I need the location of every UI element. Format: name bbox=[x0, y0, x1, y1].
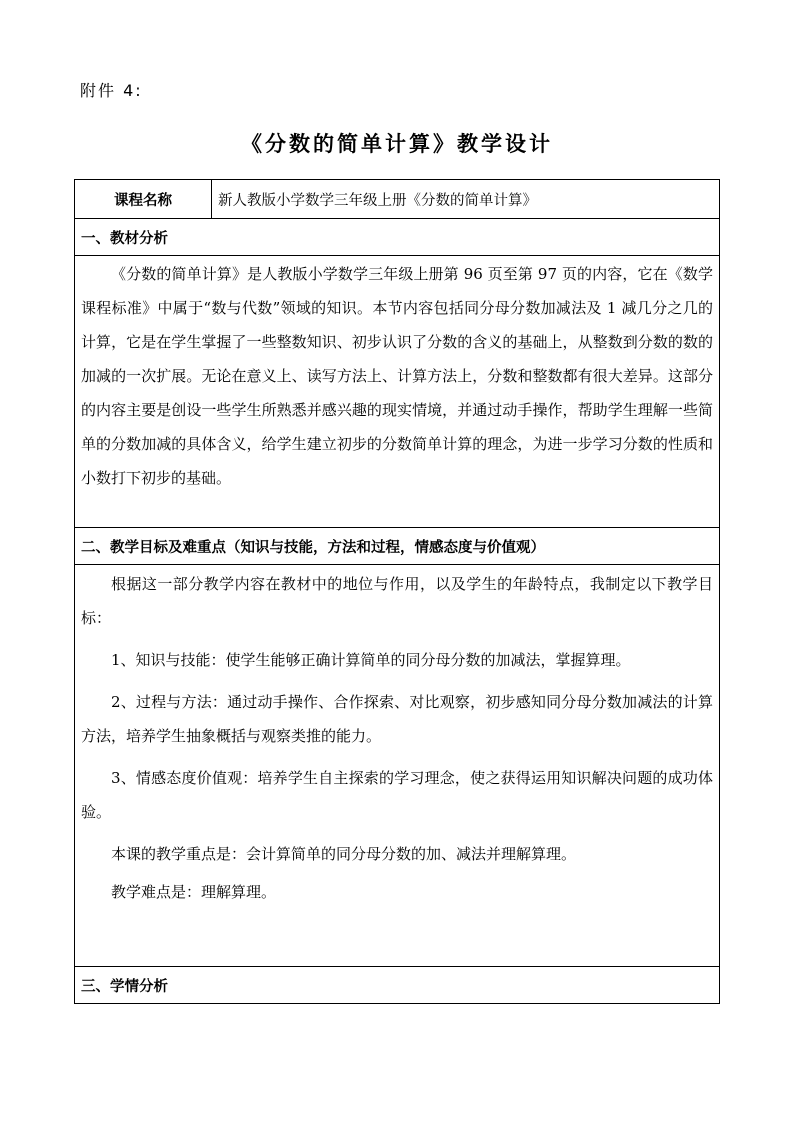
paragraph: 本课的教学重点是：会计算简单的同分母分数的加、减法并理解算理。 bbox=[111, 845, 577, 863]
section-2-heading-row bbox=[75, 528, 720, 565]
lesson-plan-table bbox=[74, 179, 720, 1004]
paragraph: 1、知识与技能：使学生能够正确计算简单的同分母分数的加减法，掌握算理。 bbox=[111, 651, 631, 669]
course-row bbox=[75, 180, 720, 219]
section-1-heading-row bbox=[75, 219, 720, 256]
section-body bbox=[75, 256, 720, 528]
paragraph: 《分数的简单计算》是人教版小学数学三年级上册第 96 页至第 97 页的内容，它在《数学课程标准》中属于“数与代数”领域的知识。本节内容包括同分母分数加减法及 1 减几分之几的计算，它是在学生掌握了一些整数知识、初步认识了分数的含义的基础上，从整数到分数的数的加减的一次扩展。无论在意义上、读写方法上、计算方法上，分数和整数都有很大差异。这部分的内容主要是创设一些学生所熟悉并感兴趣的现实情境，并通过动手操作，帮助学生理解一些简单的分数加减的具体含义，给学生建立初步的分数简单计算的理念，为进一步学习分数的性质和小数打下初步的基础。 bbox=[81, 265, 713, 487]
paragraph: 2、过程与方法：通过动手操作、合作探索、对比观察，初步感知同分母分数加减法的计算方法，培养学生抽象概括与观察类推的能力。 bbox=[81, 693, 713, 745]
paragraph: 教学难点是：理解算理。 bbox=[111, 883, 277, 901]
section-heading: 二、教学目标及难重点（知识与技能，方法和过程，情感态度与价值观） bbox=[75, 528, 720, 565]
paragraph: 根据这一部分教学内容在教材中的地位与作用，以及学生的年龄特点，我制定以下教学目标： bbox=[81, 575, 713, 627]
section-2-body-row bbox=[75, 565, 720, 967]
paragraph: 3、情感态度价值观：培养学生自主探索的学习理念，使之获得运用知识解决问题的成功体验。 bbox=[81, 769, 713, 821]
section-3-heading-row bbox=[75, 967, 720, 1004]
section-body bbox=[75, 565, 720, 967]
course-name-value: 新人教版小学数学三年级上册《分数的简单计算》 bbox=[212, 180, 720, 219]
section-heading: 三、学情分析 bbox=[75, 967, 720, 1004]
attachment-label: 附件 4: bbox=[80, 81, 143, 100]
course-name-label: 课程名称 bbox=[75, 180, 212, 219]
section-1-body-row bbox=[75, 256, 720, 528]
document-title: 《分数的简单计算》教学设计 bbox=[241, 132, 553, 156]
section-heading: 一、教材分析 bbox=[75, 219, 720, 256]
